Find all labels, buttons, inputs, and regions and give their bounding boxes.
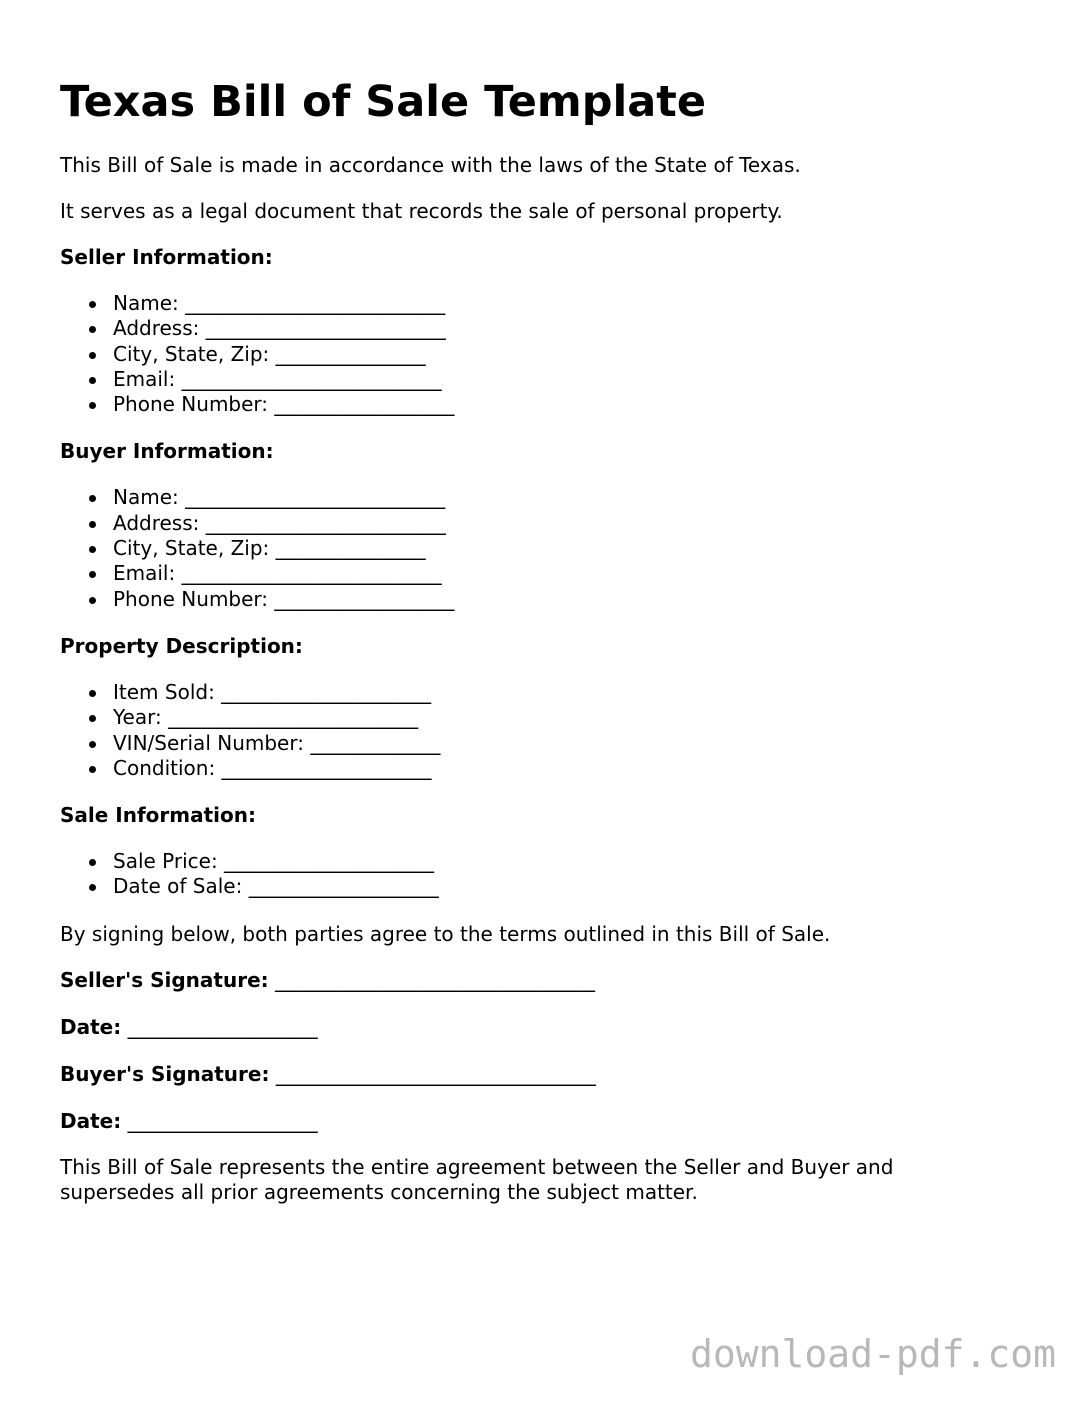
condition-field: Condition: _____________________	[113, 756, 1020, 781]
agreement-paragraph: By signing below, both parties agree to the terms outlined in this Bill of Sale.	[60, 921, 831, 946]
buyer-date-line	[60, 1108, 1020, 1134]
watermark-text: download-pdf.com	[689, 1332, 1056, 1376]
seller-phone-field: Phone Number: __________________	[113, 392, 1020, 417]
seller-signature-blank: ________________________________	[268, 967, 595, 992]
item-sold-field: Item Sold: _____________________	[113, 680, 1020, 705]
seller-date-blank: ___________________	[121, 1014, 318, 1039]
buyer-signature-blank: ________________________________	[269, 1061, 596, 1086]
buyer-phone-field: Phone Number: __________________	[113, 587, 1020, 612]
property-description-heading: Property Description:	[60, 633, 303, 658]
buyer-signature-line	[60, 1061, 1020, 1087]
seller-signature-line	[60, 967, 1020, 993]
buyer-date-blank: ___________________	[121, 1108, 318, 1133]
seller-city-state-zip-field: City, State, Zip: _______________	[113, 342, 1020, 367]
sale-information-heading: Sale Information:	[60, 803, 256, 828]
buyer-city-state-zip-field: City, State, Zip: _______________	[113, 536, 1020, 561]
seller-information-heading: Seller Information:	[60, 245, 273, 269]
buyer-signature-label: Buyer's Signature:	[60, 1061, 270, 1086]
document-page	[60, 74, 1020, 1206]
sale-information-list	[60, 849, 1020, 900]
seller-date-label: Date:	[60, 1014, 122, 1039]
intro-paragraph-2: It serves as a legal document that records the sale of personal property.	[60, 199, 783, 223]
seller-information-list	[60, 291, 1020, 417]
seller-signature-label: Seller's Signature:	[60, 967, 269, 992]
seller-address-field: Address: ________________________	[113, 316, 1020, 341]
year-field: Year: _________________________	[113, 705, 1020, 730]
buyer-address-field: Address: ________________________	[113, 511, 1020, 536]
document-title: Texas Bill of Sale Template	[60, 77, 706, 127]
buyer-information-heading: Buyer Information:	[60, 439, 274, 464]
buyer-name-field: Name: __________________________	[113, 485, 1020, 510]
vin-serial-field: VIN/Serial Number: _____________	[113, 731, 1020, 756]
buyer-email-field: Email: __________________________	[113, 561, 1020, 586]
intro-paragraph-1: This Bill of Sale is made in accordance with the laws of the State of Texas.	[60, 153, 801, 177]
date-of-sale-field: Date of Sale: ___________________	[113, 874, 1020, 899]
seller-email-field: Email: __________________________	[113, 367, 1020, 392]
sale-price-field: Sale Price: _____________________	[113, 849, 1020, 874]
buyer-date-label: Date:	[60, 1108, 122, 1133]
seller-name-field: Name: __________________________	[113, 291, 1020, 316]
seller-date-line	[60, 1014, 1020, 1040]
buyer-information-list	[60, 485, 1020, 611]
property-description-list	[60, 680, 1020, 781]
closing-paragraph: This Bill of Sale represents the entire agreement between the Seller and Buyer and supersedes all prior agreements concerning the subject matter.	[60, 1154, 894, 1205]
